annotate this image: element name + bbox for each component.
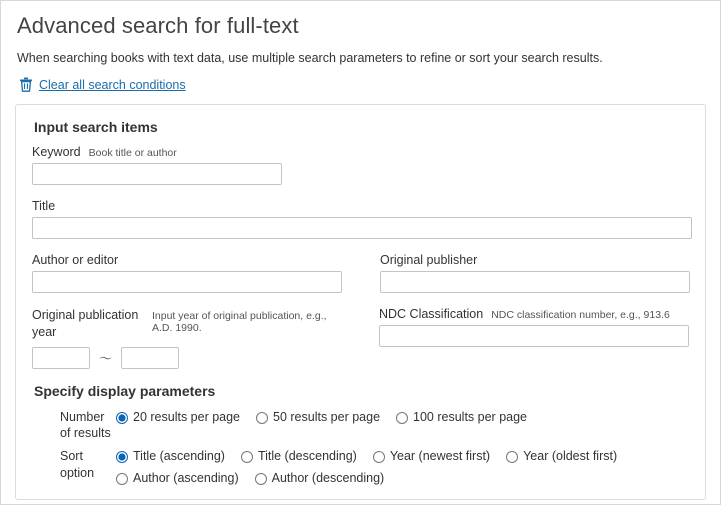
results-radio-100[interactable] (396, 412, 408, 424)
author-field-block (32, 253, 342, 293)
trash-icon (19, 77, 33, 92)
sort-radio-title-asc[interactable] (116, 451, 128, 463)
number-of-results-label: Number of results (60, 409, 111, 440)
number-of-results-row (32, 409, 689, 442)
results-option-20[interactable] (116, 409, 240, 427)
results-option-50-label: 50 results per page (273, 409, 381, 424)
sort-radio-author-desc[interactable] (255, 473, 267, 485)
input-search-items-title: Input search items (34, 119, 158, 135)
publication-year-label: Original publication year (32, 308, 139, 339)
publication-year-to-input[interactable] (121, 347, 179, 369)
sort-option-label: Sort option (60, 449, 95, 480)
results-option-20-label: 20 results per page (133, 409, 241, 424)
sort-option-row (32, 448, 689, 487)
sort-option-title-asc-label: Title (ascending) (133, 449, 225, 464)
sort-option-year-newest-label: Year (newest first) (389, 449, 491, 464)
year-range-separator: ～ (99, 351, 113, 367)
sort-option-year-newest[interactable] (373, 448, 490, 466)
year-range-row (32, 347, 341, 369)
author-label: Author or editor (32, 253, 119, 267)
publisher-label: Original publisher (380, 253, 478, 267)
sort-options-row-1 (116, 448, 617, 466)
year-ndc-row (32, 307, 689, 369)
clear-all-search-conditions-link[interactable]: Clear all search conditions (39, 77, 186, 92)
number-of-results-options (116, 409, 527, 427)
ndc-label: NDC Classification (379, 307, 484, 321)
results-option-50[interactable] (256, 409, 380, 427)
sort-option-year-oldest[interactable] (506, 448, 617, 466)
title-label: Title (32, 199, 56, 213)
sort-option-title-desc[interactable] (241, 448, 357, 466)
publication-year-from-input[interactable] (32, 347, 90, 369)
page-title: Advanced search for full-text (17, 13, 299, 38)
sort-option-title-desc-label: Title (descending) (257, 449, 357, 464)
keyword-label: Keyword (32, 145, 81, 159)
page-description: When searching books with text data, use multiple search parameters to refine or sort your search results. (17, 51, 603, 65)
sort-radio-author-asc[interactable] (116, 473, 128, 485)
keyword-hint: Book title or author (88, 147, 177, 159)
publisher-input[interactable] (380, 271, 690, 293)
keyword-input[interactable] (32, 163, 282, 185)
sort-options-row-2 (116, 470, 617, 488)
author-publisher-row (32, 253, 689, 293)
sort-option-groups (116, 448, 617, 487)
results-radio-20[interactable] (116, 412, 128, 424)
author-input[interactable] (32, 271, 342, 293)
results-radio-50[interactable] (256, 412, 268, 424)
sort-option-author-asc-label: Author (ascending) (133, 470, 239, 485)
sort-option-author-asc[interactable] (116, 470, 239, 488)
ndc-field-block (379, 307, 689, 369)
ndc-input[interactable] (379, 325, 689, 347)
publication-year-hint: Input year of original publication, e.g., A.D. 1990. (152, 310, 327, 334)
keyword-field-block (32, 145, 689, 185)
sort-option-author-desc-label: Author (descending) (271, 470, 385, 485)
results-option-100-label: 100 results per page (413, 409, 527, 424)
publisher-field-block (380, 253, 690, 293)
title-field-block (32, 199, 689, 239)
sort-radio-year-newest[interactable] (373, 451, 385, 463)
publication-year-field-block (32, 307, 341, 369)
sort-radio-title-desc[interactable] (241, 451, 253, 463)
title-input[interactable] (32, 217, 692, 239)
sort-option-title-asc[interactable] (116, 448, 225, 466)
results-option-100[interactable] (396, 409, 527, 427)
ndc-hint: NDC classification number, e.g., 913.6 (491, 309, 670, 321)
sort-option-author-desc[interactable] (255, 470, 385, 488)
clear-conditions-row[interactable] (19, 77, 706, 92)
display-parameters-title: Specify display parameters (34, 382, 216, 399)
sort-option-year-oldest-label: Year (oldest first) (523, 449, 618, 464)
input-search-items-panel (15, 104, 706, 500)
sort-radio-year-oldest[interactable] (506, 451, 518, 463)
